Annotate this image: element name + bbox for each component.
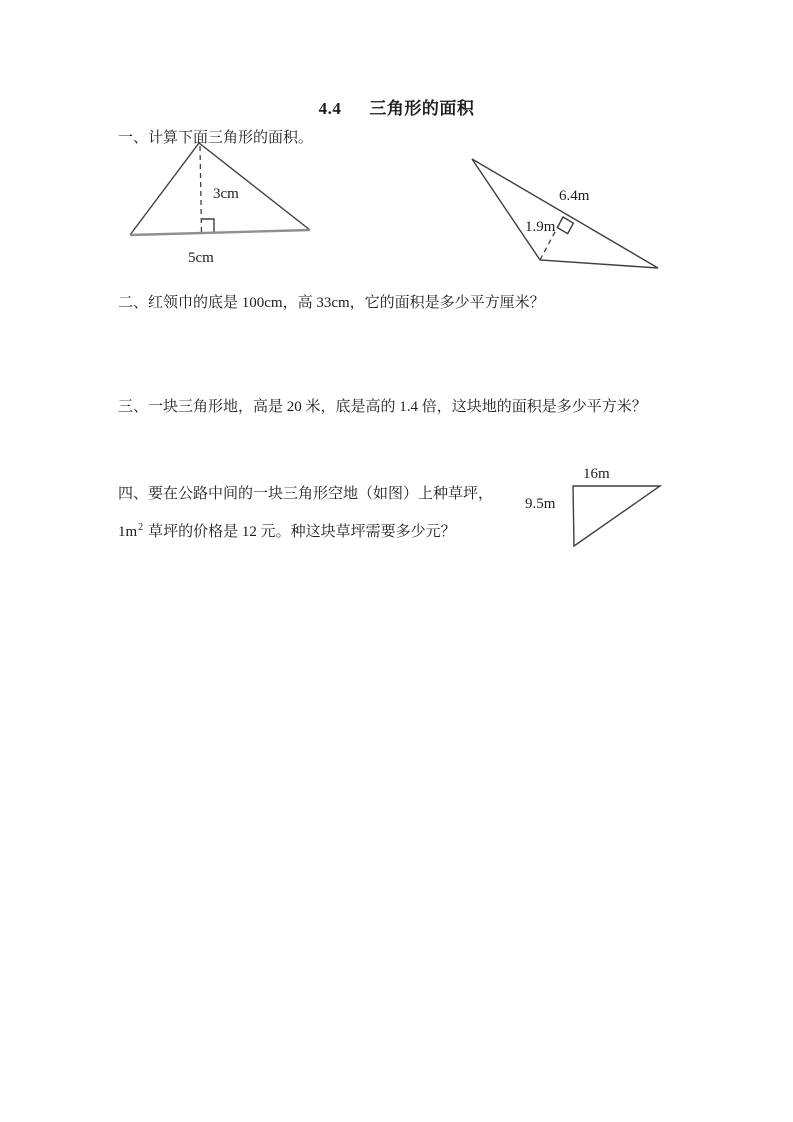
triangle-2-right-angle-mark <box>557 217 573 234</box>
triangle-4-left-label: 9.5m <box>525 496 556 512</box>
page-title <box>0 94 793 119</box>
triangle-2-shape <box>472 159 658 268</box>
triangle-4-top-label: 16m <box>583 466 610 482</box>
question-4-unit-exponent: 2 <box>138 522 144 533</box>
triangle-1-base-label: 5cm <box>188 250 214 266</box>
figure-triangle-4 <box>510 455 675 555</box>
question-4-line-2 <box>118 523 456 541</box>
question-2-label: 二、红领巾的底是 100cm，高 33cm，它的面积是多少平方厘米？ <box>118 295 545 311</box>
title-section-number: 4.4 <box>318 99 342 118</box>
question-4-line-1: 四、要在公路中间的一块三角形空地（如图）上种草坪， <box>118 486 494 502</box>
question-1-label: 一、计算下面三角形的面积。 <box>118 130 314 146</box>
triangle-1-height-dashed-line <box>200 146 202 233</box>
figure-triangle-1 <box>120 138 320 273</box>
triangle-2-hypotenuse-label: 6.4m <box>559 188 590 204</box>
question-4-line-2-rest: 草坪的价格是 12 元。种这块草坪需要多少元？ <box>148 524 456 540</box>
triangle-4-shape <box>573 486 660 546</box>
title-text: 三角形的面积 <box>369 99 475 118</box>
triangle-1-base-line <box>130 230 310 235</box>
triangle-1-height-label: 3cm <box>213 186 239 202</box>
triangle-1-right-angle-mark <box>202 219 214 232</box>
question-3-label: 三、一块三角形地，高是 20 米，底是高的 1.4 倍，这块地的面积是多少平方米？ <box>118 399 647 415</box>
figure-triangle-2 <box>455 150 670 275</box>
triangle-2-height-label: 1.9m <box>525 219 556 235</box>
question-4-unit: 1m <box>118 524 138 540</box>
